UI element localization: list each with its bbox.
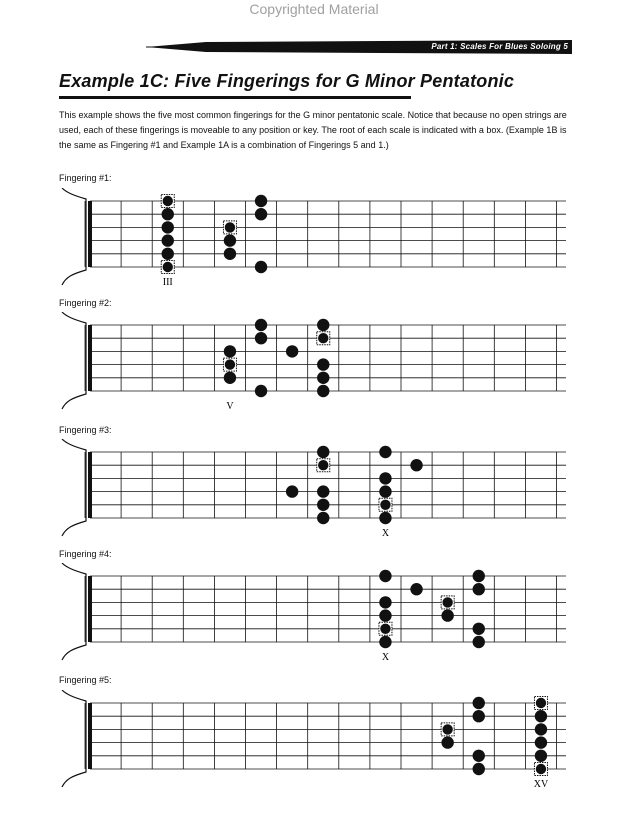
note-dot bbox=[224, 234, 236, 246]
fingering-3-label: Fingering #3: bbox=[59, 425, 112, 435]
note-dot bbox=[317, 446, 329, 458]
note-dot bbox=[535, 750, 547, 762]
fingering-2-diagram bbox=[56, 312, 568, 412]
note-dot bbox=[162, 234, 174, 246]
position-marker: X bbox=[381, 652, 390, 663]
note-dot bbox=[317, 499, 329, 511]
note-dot bbox=[286, 485, 298, 497]
root-note-dot bbox=[442, 724, 452, 734]
note-dot bbox=[379, 446, 391, 458]
note-dot bbox=[317, 319, 329, 331]
note-dot bbox=[535, 710, 547, 722]
note-dot bbox=[255, 261, 267, 273]
copyright-watermark: Copyrighted Material bbox=[249, 1, 379, 17]
headstock-outline bbox=[62, 439, 86, 536]
note-dot bbox=[317, 372, 329, 384]
headstock-outline bbox=[62, 312, 86, 409]
root-note-dot bbox=[318, 333, 328, 343]
note-dot bbox=[255, 332, 267, 344]
note-dot bbox=[255, 385, 267, 397]
root-note-dot bbox=[536, 698, 546, 708]
position-marker: X bbox=[381, 528, 390, 539]
root-note-dot bbox=[163, 262, 173, 272]
note-dot bbox=[379, 485, 391, 497]
fingering-1-diagram bbox=[56, 188, 568, 288]
nut bbox=[88, 325, 92, 391]
note-dot bbox=[473, 623, 485, 635]
nut bbox=[88, 452, 92, 518]
note-dot bbox=[255, 195, 267, 207]
note-dot bbox=[379, 596, 391, 608]
note-dot bbox=[286, 345, 298, 357]
note-dot bbox=[224, 248, 236, 260]
note-dot bbox=[255, 319, 267, 331]
note-dot bbox=[473, 570, 485, 582]
root-note-dot bbox=[380, 624, 390, 634]
position-marker: III bbox=[162, 277, 173, 288]
note-dot bbox=[410, 459, 422, 471]
root-note-dot bbox=[318, 460, 328, 470]
note-dot bbox=[317, 485, 329, 497]
headstock-outline bbox=[62, 690, 86, 787]
headstock-outline bbox=[62, 563, 86, 660]
page-title: Example 1C: Five Fingerings for G Minor Pentatonic bbox=[59, 71, 515, 91]
note-dot bbox=[317, 385, 329, 397]
fingering-2-label: Fingering #2: bbox=[59, 298, 112, 308]
note-dot bbox=[473, 583, 485, 595]
fingering-4-diagram bbox=[56, 563, 568, 663]
nut bbox=[88, 201, 92, 267]
note-dot bbox=[473, 710, 485, 722]
note-dot bbox=[535, 723, 547, 735]
note-dot bbox=[162, 248, 174, 260]
nut bbox=[88, 703, 92, 769]
fingering-3-diagram bbox=[56, 439, 568, 539]
root-note-dot bbox=[163, 196, 173, 206]
note-dot bbox=[224, 345, 236, 357]
note-dot bbox=[162, 221, 174, 233]
root-note-dot bbox=[380, 500, 390, 510]
note-dot bbox=[379, 512, 391, 524]
root-note-dot bbox=[225, 359, 235, 369]
note-dot bbox=[379, 570, 391, 582]
note-dot bbox=[441, 609, 453, 621]
note-dot bbox=[535, 736, 547, 748]
note-dot bbox=[473, 763, 485, 775]
nut bbox=[88, 576, 92, 642]
note-dot bbox=[224, 372, 236, 384]
root-note-dot bbox=[536, 764, 546, 774]
intro-paragraph: This example shows the five most common fingerings for the G minor pentatonic scale. Notice that because no open strings are used, each of these fingerings is moveable to any position or key. The root of each scale is indicated with a box. (Example 1B is the same as Fingering #1 and Example 1A is a combination of Fingerings 5 and 1.) bbox=[59, 110, 567, 150]
root-note-dot bbox=[442, 597, 452, 607]
note-dot bbox=[255, 208, 267, 220]
position-marker: XV bbox=[533, 779, 549, 790]
note-dot bbox=[379, 636, 391, 648]
fingering-5-label: Fingering #5: bbox=[59, 675, 112, 685]
note-dot bbox=[473, 697, 485, 709]
fingering-1-label: Fingering #1: bbox=[59, 173, 112, 183]
note-dot bbox=[473, 750, 485, 762]
note-dot bbox=[317, 512, 329, 524]
note-dot bbox=[441, 736, 453, 748]
note-dot bbox=[317, 358, 329, 370]
fingering-5-diagram bbox=[56, 690, 568, 790]
note-dot bbox=[379, 609, 391, 621]
note-dot bbox=[473, 636, 485, 648]
running-head: Part 1: Scales For Blues Soloing 5 bbox=[431, 42, 568, 51]
note-dot bbox=[162, 208, 174, 220]
fingering-4-label: Fingering #4: bbox=[59, 549, 112, 559]
title-underline bbox=[59, 96, 411, 99]
note-dot bbox=[379, 472, 391, 484]
note-dot bbox=[410, 583, 422, 595]
headstock-outline bbox=[62, 188, 86, 285]
root-note-dot bbox=[225, 222, 235, 232]
position-marker: V bbox=[226, 401, 234, 412]
